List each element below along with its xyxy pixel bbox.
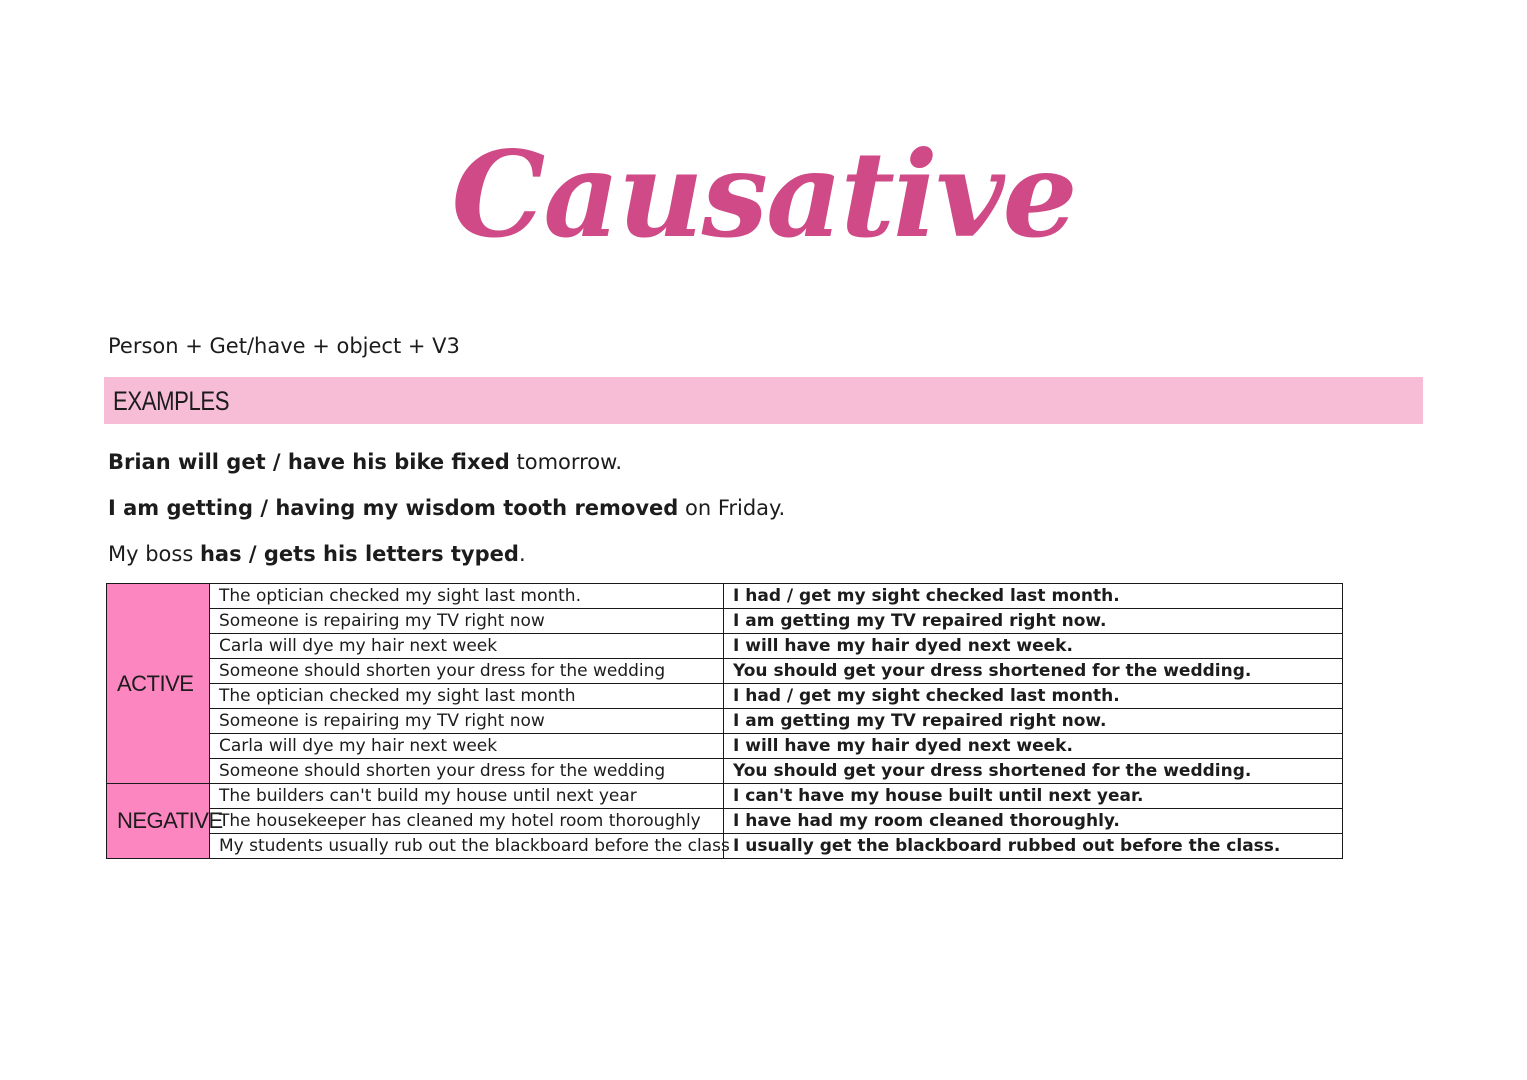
active-sentence-cell: Someone should shorten your dress for the wedding [210, 759, 724, 784]
causative-table [106, 583, 1343, 859]
group-label-active: ACTIVE [107, 584, 210, 784]
table-row [107, 584, 1343, 609]
causative-sentence-cell: I am getting my TV repaired right now. [724, 709, 1343, 734]
causative-table-body [107, 584, 1343, 859]
active-sentence-cell: The optician checked my sight last month [210, 684, 724, 709]
example-3-pre: My boss [108, 542, 200, 566]
causative-sentence-cell: I had / get my sight checked last month. [724, 584, 1343, 609]
examples-heading: EXAMPLES [113, 386, 230, 416]
example-1-bold: Brian will get / have his bike fixed [108, 450, 510, 474]
active-sentence-cell: Someone should shorten your dress for the wedding [210, 659, 724, 684]
active-sentence-cell: The builders can't build my house until next year [210, 784, 724, 809]
causative-sentence-cell: I am getting my TV repaired right now. [724, 609, 1343, 634]
causative-sentence-cell: I have had my room cleaned thoroughly. [724, 809, 1343, 834]
page-title: Causative [451, 125, 1076, 264]
example-2-rest: on Friday. [678, 496, 786, 520]
causative-sentence-cell: I usually get the blackboard rubbed out before the class. [724, 834, 1343, 859]
table-row [107, 609, 1343, 634]
example-sentence-2 [108, 494, 785, 522]
active-sentence-cell: Someone is repairing my TV right now [210, 709, 724, 734]
group-label-negative: NEGATIVE [107, 784, 210, 859]
table-row [107, 834, 1343, 859]
causative-sentence-cell: I can't have my house built until next year. [724, 784, 1343, 809]
active-sentence-cell: The optician checked my sight last month. [210, 584, 724, 609]
example-1-rest: tomorrow. [509, 450, 623, 474]
table-row [107, 809, 1343, 834]
causative-sentence-cell: You should get your dress shortened for the wedding. [724, 659, 1343, 684]
causative-sentence-cell: I had / get my sight checked last month. [724, 684, 1343, 709]
active-sentence-cell: Someone is repairing my TV right now [210, 609, 724, 634]
table-row [107, 634, 1343, 659]
formula-text: Person + Get/have + object + V3 [108, 334, 460, 358]
table-row [107, 759, 1343, 784]
examples-header-bar [104, 377, 1423, 424]
example-3-rest: . [518, 542, 526, 566]
causative-sentence-cell: I will have my hair dyed next week. [724, 634, 1343, 659]
active-sentence-cell: Carla will dye my hair next week [210, 634, 724, 659]
table-row [107, 684, 1343, 709]
example-sentence-3 [108, 540, 526, 568]
table-row [107, 709, 1343, 734]
active-sentence-cell: Carla will dye my hair next week [210, 734, 724, 759]
causative-sentence-cell: You should get your dress shortened for the wedding. [724, 759, 1343, 784]
active-sentence-cell: My students usually rub out the blackboard before the class [210, 834, 724, 859]
table-row [107, 784, 1343, 809]
causative-sentence-cell: I will have my hair dyed next week. [724, 734, 1343, 759]
example-3-bold: has / gets his letters typed [199, 542, 519, 566]
active-sentence-cell: The housekeeper has cleaned my hotel room thoroughly [210, 809, 724, 834]
table-row [107, 659, 1343, 684]
example-sentence-1 [108, 448, 622, 476]
example-2-bold: I am getting / having my wisdom tooth removed [108, 496, 679, 520]
table-row [107, 734, 1343, 759]
